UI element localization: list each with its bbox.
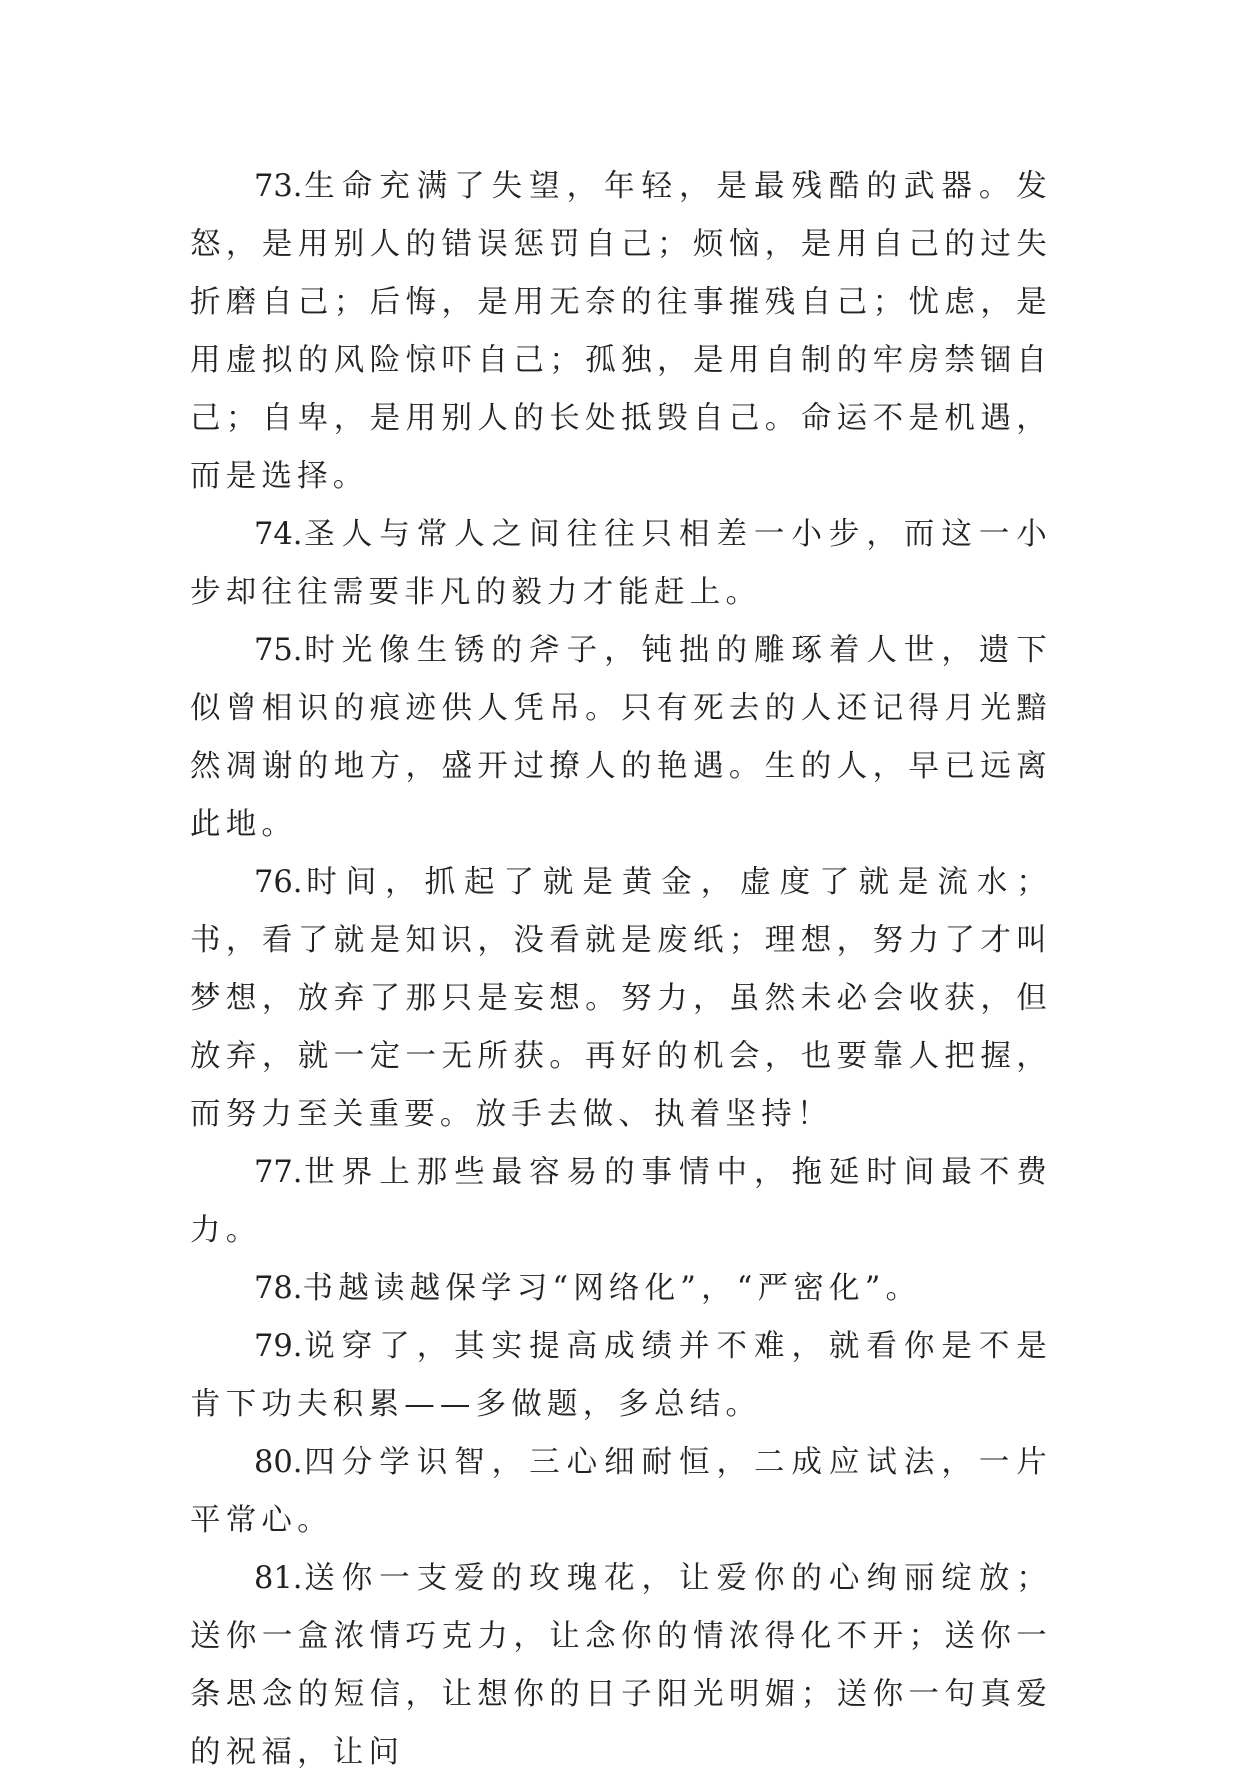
document-body (190, 158, 1052, 1782)
paragraph-text: 时间，抓起了就是黄金，虚度了就是流水；书，看了就是知识，没看就是废纸；理想，努力了才叫梦想，放弃了那只是妄想。努力，虽然未必会收获，但放弃，就一定一无所获。再好的机会，也要靠人把握，而努力至关重要。放手去做、执着坚持！ (190, 865, 1052, 1132)
paragraph-73 (190, 158, 1052, 506)
paragraph-74 (190, 506, 1052, 622)
paragraph-79 (190, 1318, 1052, 1434)
paragraph-number: 79. (254, 1329, 303, 1364)
paragraph-80 (190, 1434, 1052, 1550)
paragraph-number: 76. (254, 865, 303, 900)
paragraph-number: 78. (254, 1271, 303, 1306)
paragraph-76 (190, 854, 1052, 1144)
paragraph-text: 世界上那些最容易的事情中，拖延时间最不费力。 (190, 1155, 1052, 1248)
paragraph-text: 书越读越保学习“网络化”，“严密化”。 (302, 1271, 922, 1306)
paragraph-number: 73. (254, 169, 303, 204)
paragraph-text: 送你一支爱的玫瑰花，让爱你的心绚丽绽放；送你一盒浓情巧克力，让念你的情浓得化不开；送你一条思念的短信，让想你的日子阳光明媚；送你一句真爱的祝福，让问 (190, 1561, 1052, 1770)
paragraph-text: 时光像生锈的斧子，钝拙的雕琢着人世，遗下似曾相识的痕迹供人凭吊。只有死去的人还记得月光黯然凋谢的地方，盛开过撩人的艳遇。生的人，早已远离此地。 (190, 633, 1052, 842)
paragraph-number: 77. (254, 1155, 303, 1190)
paragraph-number: 75. (254, 633, 303, 668)
paragraph-75 (190, 622, 1052, 854)
paragraph-81 (190, 1550, 1052, 1782)
paragraph-text: 圣人与常人之间往往只相差一小步，而这一小步却往往需要非凡的毅力才能赶上。 (190, 517, 1052, 610)
paragraph-77 (190, 1144, 1052, 1260)
paragraph-number: 74. (254, 517, 303, 552)
paragraph-text: 四分学识智，三心细耐恒，二成应试法，一片平常心。 (190, 1445, 1052, 1538)
paragraph-78 (190, 1260, 1052, 1318)
paragraph-number: 81. (254, 1561, 303, 1596)
paragraph-number: 80. (254, 1445, 303, 1480)
paragraph-text: 说穿了，其实提高成绩并不难，就看你是不是肯下功夫积累——多做题，多总结。 (190, 1329, 1052, 1422)
paragraph-text: 生命充满了失望，年轻，是最残酷的武器。发怒，是用别人的错误惩罚自己；烦恼，是用自己的过失折磨自己；后悔，是用无奈的往事摧残自己；忧虑，是用虚拟的风险惊吓自己；孤独，是用自制的牢房禁锢自己；自卑，是用别人的长处抵毁自己。命运不是机遇，而是选择。 (190, 169, 1052, 494)
